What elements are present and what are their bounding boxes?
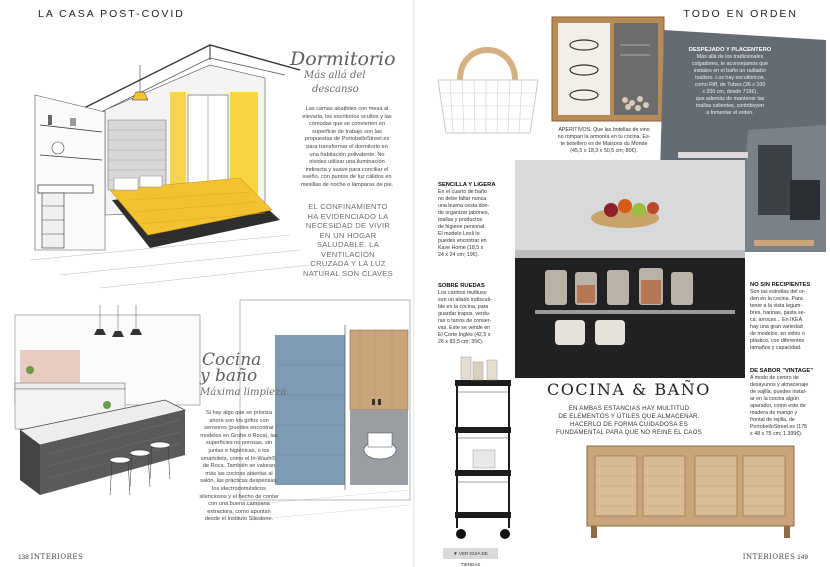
magazine-logo: INTERIORES <box>742 553 796 561</box>
store-guide-link[interactable]: ▼ VER GUÍA DE TIENDAS <box>443 548 498 559</box>
cocina-subtitle: Máxima limpieza <box>200 387 287 398</box>
dormitorio-subtitle-1: Más allá del <box>304 70 366 81</box>
dormitorio-title: Dormitorio <box>290 48 396 70</box>
wire-basket-photo <box>420 35 545 135</box>
cocina-body: Si hay algo que se priorizа ahora son los grifos con sensores (puedes encontrar modelos en Grohe o Roca), las superficies no porosas, sin juntas e higiénicas, o los smartolets, como el In-Wash®, de Roca. También se valoran más las cocinas abiertas al salón, las prácticas despensas, los electrodomésticos silenciosos y el hecho de contar con una buena campana extractora, como apuntan desde el Instituto Silestone. <box>199 410 279 523</box>
sencilla-caption: SENCILLA Y LIGERA En el cuarto de baño no debe faltar nunca una buena cesta don- de organizar jabones, toallas y productos de higiene personal. El modelo Lesli lo puedes encontrar en Kave Home (18,5 x 24 x 24 cm; 19€). <box>438 182 496 258</box>
cocina-bano-lead: EN AMBAS ESTANCIAS HAY MULTITUD DE ELEMENTOS Y ÚTILES QUE ALMACENAR. HACERLO DE FORMA CUIDADOSA ES FUNDAMENTAL PARA QUE NO REINE EL CAOS <box>556 405 702 436</box>
dormitorio-body: Las camas abatibles con mesa al elevarla, los escritorios ocultos y las cómodas que se convierten en superficie de trabajo son las propuestas de PortobelloStreet.es para transformar el dormitorio en una habitación polivalente. No olvides utilizar una iluminación indirecta y suave para conciliar el sueño, con puntos de luz cálidos en mesillas de noche o lámparas de pie. <box>300 106 394 188</box>
pull-quote: EL CONFINAMIENTO HA EVIDENCIADO LA NECESIDAD DE VIVIR EN UN HOGAR SALUDABLE. LA VENTILACIÓN CRUZADA Y LA LUZ NATURAL SON CLAVES <box>302 202 394 278</box>
right-folio <box>743 553 808 561</box>
cocina-title-2: y baño <box>200 366 258 386</box>
pantry-shelves-photo <box>515 160 745 378</box>
cocina-title-1: Cocina <box>202 350 262 370</box>
despejado-caption: DESPEJADO Y PLACENTERO Más allá de los tradicionales colgadores, te aconsejamos que instales en el baño un radiador toallero. Los hay escultóricos, como Riff, de Tubes (26 x 100 x 200 cm, desde 719€), que además de mantener las toallas calientes, contribuyen a fomentar el orden. <box>688 47 772 116</box>
right-page <box>415 0 830 567</box>
kitchen-trolley-photo <box>443 352 523 542</box>
magazine-logo: INTERIORES <box>30 553 84 561</box>
section-header: LA CASA POST-COVID <box>38 8 185 20</box>
left-folio <box>18 553 83 561</box>
aperitivos-caption: APERITIVOS. Que las botellas de vino no rompan la armonía en tu cocina. Es- te botellero es de Maisons du Monde (45,5 x 18,3 x 50,5 cm; 80€). <box>557 127 651 154</box>
rattan-sideboard-photo <box>583 442 798 542</box>
vintage-caption: DE SABOR "VINTAGE" A modo de centro de desayunos y almacenaje de vajilla, puedes instal- ar en la cocina algún aparador, como este de madera de mango y frontal de rejilla, de PortobelloStreet.es (175 x 48 x 75 cm; 1.399€). <box>750 368 814 437</box>
cocina-bano-title: COCINA & BAÑO <box>547 380 711 399</box>
section-header: TODO EN ORDEN <box>683 8 798 20</box>
recipientes-caption: NO SIN RECIPIENTES Son las estrellas del or- den en la cocina. Para tener a la vista legum- bres, harinas, pasta se- ca, arroces... En IKEA hay una gran variedad de modelos, en vidrio o plástico, con diferentes tamaños y capacidad. <box>750 282 811 351</box>
sobre-ruedas-caption: SOBRE RUEDAS Los carritos multiuso son un aliado indiscuti- ble en la cocina, para guardar trapos, verdu- ras o tarros de conser- vas. Este se vende en El Corte Inglés (42,5 x 26 x 83,5 cm; 35€). <box>438 283 492 345</box>
page-number: 149 <box>797 554 808 561</box>
page-number: 138 <box>18 554 29 561</box>
wine-rack-photo <box>550 15 668 125</box>
dormitorio-subtitle-2: descanso <box>312 84 359 95</box>
